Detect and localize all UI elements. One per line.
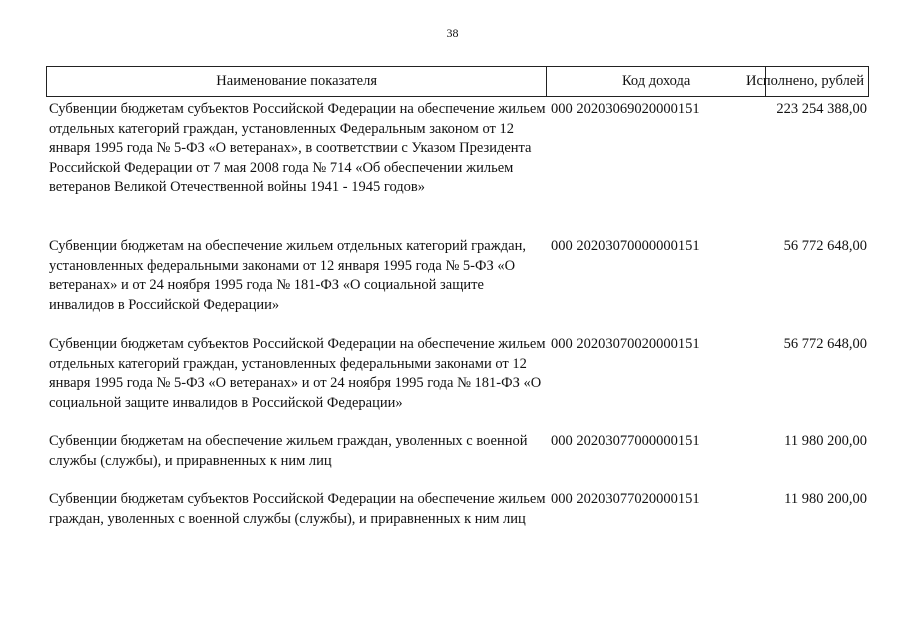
row-indicator-name: Субвенции бюджетам субъектов Российской Федерации на обеспечение жильем отдельных категорий граждан, установленных федеральными законами от 12 января 1995 года № 5-ФЗ «О ветеранах» и от 24 ноября 1995 года № 181-ФЗ «О социальной защите инвалидов в Российской Федерации»	[49, 336, 546, 411]
table-row	[46, 335, 869, 413]
table-row	[46, 100, 869, 198]
row-revenue-code: 000 20203077020000151	[551, 491, 700, 507]
header-executed-amount: Исполнено, рублей	[766, 67, 869, 96]
page-number: 38	[446, 26, 459, 40]
row-revenue-code: 000 20203069020000151	[551, 101, 700, 117]
row-revenue-code: 000 20203070000000151	[551, 238, 700, 254]
header-revenue-code: Код дохода	[547, 67, 766, 96]
row-executed-amount: 223 254 388,00	[776, 101, 867, 117]
revenue-table	[46, 66, 869, 527]
row-executed-amount: 56 772 648,00	[783, 238, 867, 254]
table-row	[46, 237, 869, 315]
row-executed-amount: 56 772 648,00	[783, 336, 867, 352]
row-executed-amount: 11 980 200,00	[784, 491, 867, 507]
table-row	[46, 490, 869, 529]
header-indicator-name: Наименование показателя	[47, 67, 547, 96]
table-row	[46, 432, 869, 471]
row-revenue-code: 000 20203070020000151	[551, 336, 700, 352]
row-executed-amount: 11 980 200,00	[784, 433, 867, 449]
row-indicator-name: Субвенции бюджетам субъектов Российской Федерации на обеспечение жильем отдельных категорий граждан, установленных Федеральным законом от 12 января 1995 года № 5-ФЗ «О ветеранах», в соответствии с Указом Президента Российской Федерации от 7 мая 2008 года № 714 «Об обеспечении жильем ветеранов Великой Отечественной войны 1941 - 1945 годов»	[49, 101, 546, 196]
row-revenue-code: 000 20203077000000151	[551, 433, 700, 449]
row-indicator-name: Субвенции бюджетам субъектов Российской Федерации на обеспечение жильем граждан, уволенных с военной службы (службы), и приравненных к ним лиц	[49, 491, 546, 527]
row-indicator-name: Субвенции бюджетам на обеспечение жильем граждан, уволенных с военной службы (службы), и приравненных к ним лиц	[49, 433, 528, 469]
row-indicator-name: Субвенции бюджетам на обеспечение жильем отдельных категорий граждан, установленных федеральными законами от 12 января 1995 года № 5-ФЗ «О ветеранах» и от 24 ноября 1995 года № 181-ФЗ «О социальной защите инвалидов в Российской Федерации»	[49, 238, 526, 313]
table-header-row	[46, 66, 869, 97]
